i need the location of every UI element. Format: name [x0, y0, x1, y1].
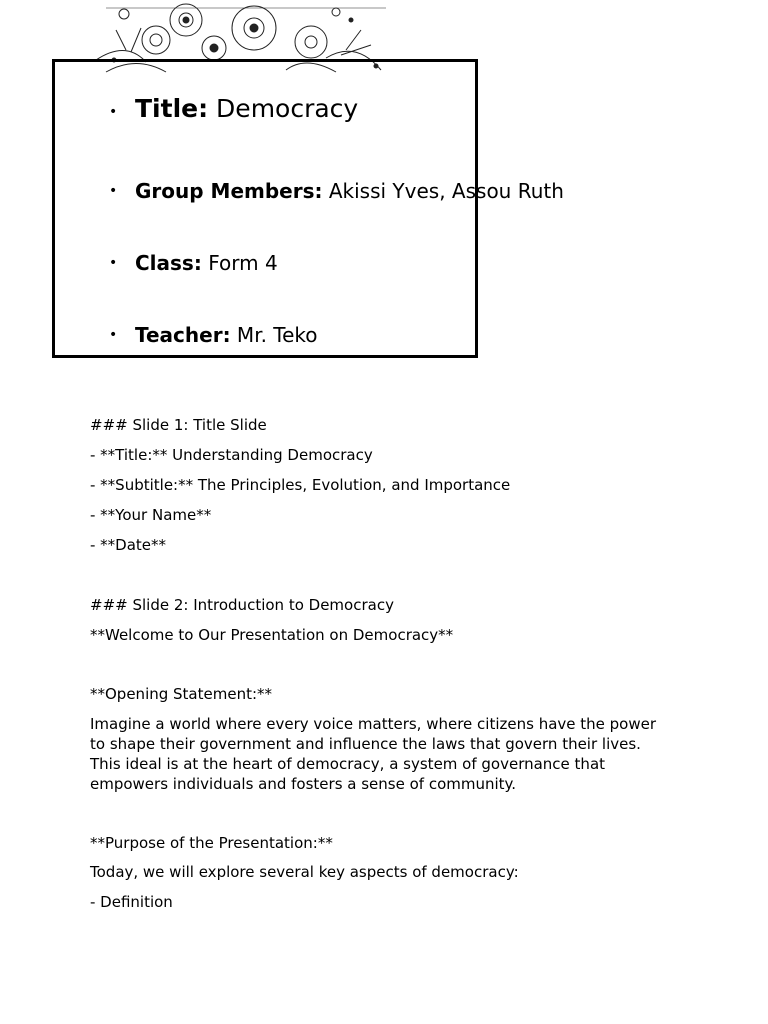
- class-label: Class:: [135, 251, 202, 275]
- slide1-name-line: - **Your Name**: [90, 506, 212, 524]
- cover-class-item: [109, 251, 278, 275]
- cover-title-item: [109, 94, 359, 123]
- slide1-subtitle-line: - **Subtitle:** The Principles, Evolution, and Importance: [90, 476, 511, 494]
- opening-statement-text: Imagine a world where every voice matters, where citizens have the power to shape their government and influence the laws that govern their lives. This ideal is at the heart of democracy, a system of governance that empowers individuals and fosters a sense of community.: [90, 715, 657, 793]
- opening-statement-label: **Opening Statement:**: [90, 685, 273, 703]
- slide1-heading: ### Slide 1: Title Slide: [90, 416, 267, 434]
- class-value: Form 4: [201, 251, 278, 275]
- bullet: •: [109, 255, 118, 271]
- purpose-label: **Purpose of the Presentation:**: [90, 834, 333, 852]
- members-label: Group Members:: [135, 179, 323, 203]
- teacher-label: Teacher:: [135, 323, 231, 347]
- slide1-title-line: - **Title:** Understanding Democracy: [90, 446, 373, 464]
- slide1-date-line: - **Date**: [90, 536, 167, 554]
- bullet: •: [109, 104, 118, 120]
- purpose-text: Today, we will explore several key aspects of democracy:: [90, 863, 519, 881]
- title-value: Democracy: [208, 94, 359, 123]
- cover-teacher-item: [109, 323, 318, 347]
- teacher-value: Mr. Teko: [230, 323, 318, 347]
- bullet: •: [109, 327, 118, 343]
- cover-members-item: [109, 179, 564, 203]
- slide2-heading: ### Slide 2: Introduction to Democracy: [90, 596, 394, 614]
- members-value: Akissi Yves, Assou Ruth: [322, 179, 564, 203]
- title-label: Title:: [135, 94, 209, 123]
- purpose-item-definition: - Definition: [90, 893, 173, 911]
- slide2-welcome: **Welcome to Our Presentation on Democracy**: [90, 626, 454, 644]
- bullet: •: [109, 183, 118, 199]
